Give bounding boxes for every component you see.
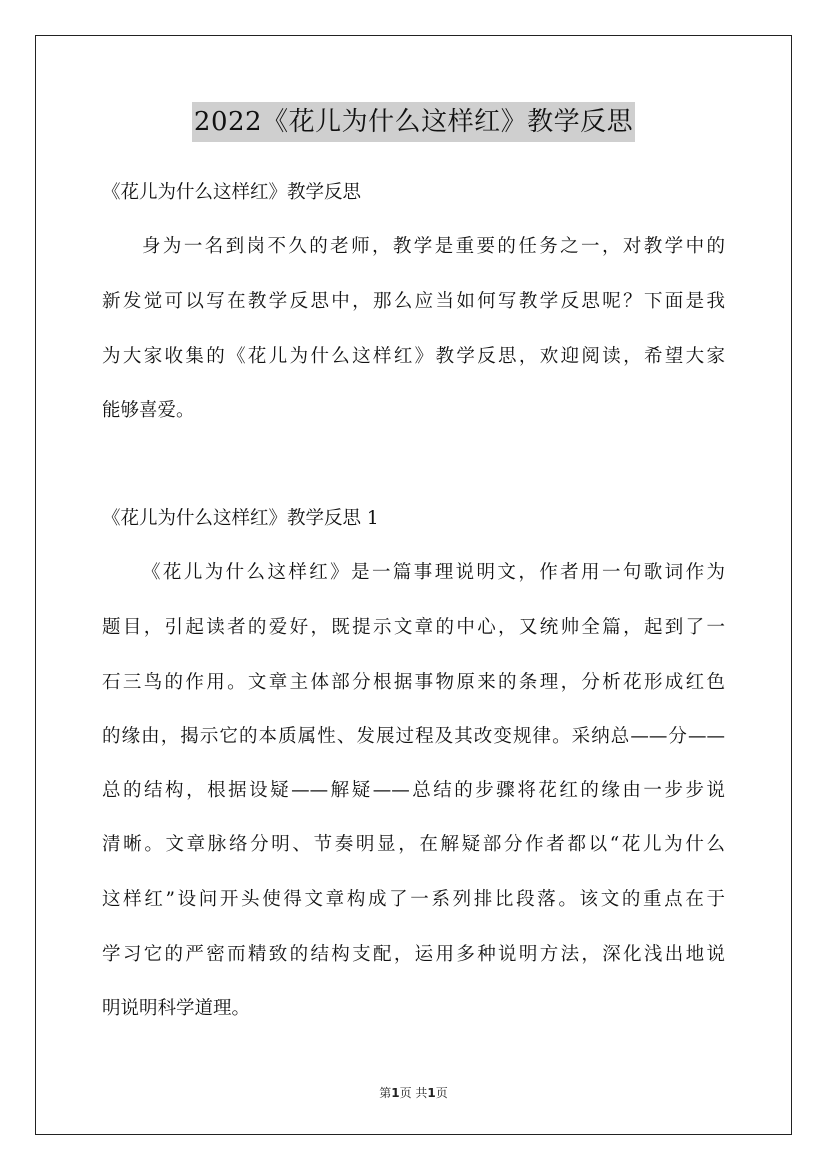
document-title: 2022《花儿为什么这样红》教学反思 — [192, 102, 635, 142]
page-footer — [0, 1084, 827, 1101]
section-line: 清晰。文章脉络分明、节奏明显，在解疑部分作者都以“花儿为什么 — [102, 834, 725, 855]
section-line: 明说明科学道理。 — [102, 998, 251, 1019]
intro-line: 身为一名到岗不久的老师，教学是重要的任务之一，对教学中的 — [142, 236, 725, 257]
section-line: 题目，引起读者的爱好，既提示文章的中心，又统帅全篇，起到了一 — [102, 617, 725, 638]
section-line: 石三鸟的作用。文章主体部分根据事物原来的条理，分析花形成红色 — [102, 672, 725, 693]
section-line: 《花儿为什么这样红》是一篇事理说明文，作者用一句歌词作为 — [142, 562, 725, 583]
page-total: 1 — [427, 1086, 436, 1100]
section-line: 学习它的严密而精致的结构支配，运用多种说明方法，深化浅出地说 — [102, 944, 725, 965]
intro-line: 能够喜爱。 — [102, 400, 195, 421]
page-current: 1 — [391, 1086, 400, 1100]
footer-label: 页 — [435, 1086, 448, 1100]
footer-label: 第 — [379, 1086, 392, 1100]
footer-label: 页 共 — [399, 1086, 428, 1100]
section-line: 的缘由，揭示它的本质属性、发展过程及其改变规律。采纳总——分—— — [102, 726, 725, 747]
intro-line: 为大家收集的《花儿为什么这样红》教学反思，欢迎阅读，希望大家 — [102, 346, 725, 367]
section-line: 这样红”设问开头使得文章构成了一系列排比段落。该文的重点在于 — [102, 889, 725, 910]
section-line: 总的结构，根据设疑——解疑——总结的步骤将花红的缘由一步步说 — [102, 780, 725, 801]
section-heading: 《花儿为什么这样红》教学反思 1 — [102, 508, 379, 529]
intro-line: 新发觉可以写在教学反思中，那么应当如何写教学反思呢？下面是我 — [102, 291, 725, 312]
subtitle: 《花儿为什么这样红》教学反思 — [102, 182, 362, 203]
title-container — [0, 102, 827, 142]
